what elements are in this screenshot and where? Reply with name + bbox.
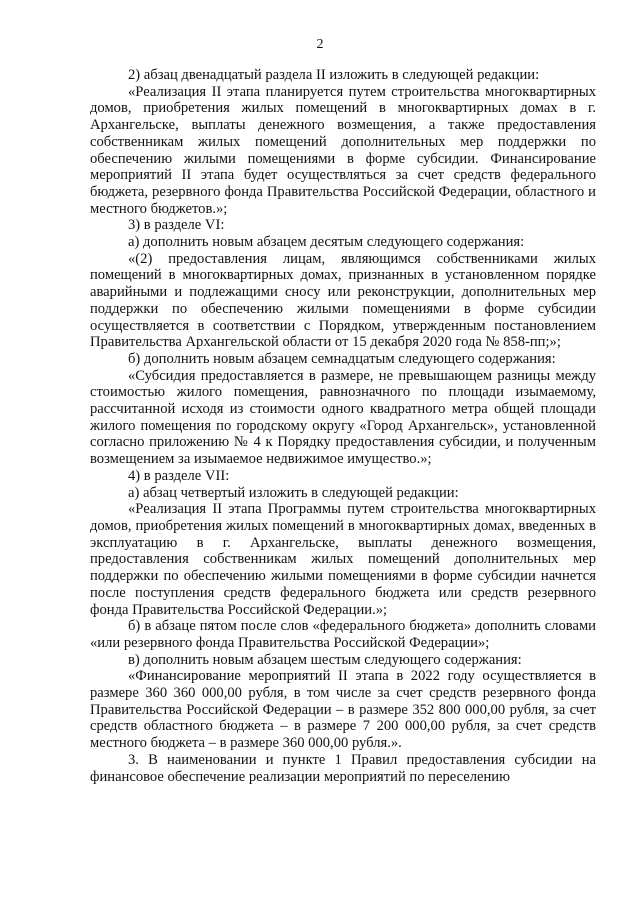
paragraph: в) дополнить новым абзацем шестым следующего содержания: xyxy=(128,651,522,668)
paragraph: 4) в разделе VII: xyxy=(128,467,230,484)
paragraph: «Субсидия предоставляется в размере, не превышающем разницы между стоимостью жилого помещения, равнозначного по площади изымаемому, рассчитанной исходя из стоимости одного квадратного метра общей площади жилого помещения по городскому округу «Город Архангельск», установленной согласно приложению № 4 к Порядку предоставления субсидии, и полученным возмещением за изымаемое недвижимое имущество.»; xyxy=(90,367,596,468)
paragraph: 3) в разделе VI: xyxy=(128,217,225,234)
paragraph: «(2) предоставления лицам, являющимся собственниками жилых помещений в многоквартирных домах, признанных в установленном порядке аварийными и подлежащими сносу или реконструкции, дополнительных мер поддержки по обеспечению жилыми помещениями в форме субсидии осуществляется в соответствии с Порядком, утвержденным постановлением Правительства Архангельской области от 15 декабря 2020 года № 858-пп;»; xyxy=(90,250,596,351)
page-number: 2 xyxy=(316,37,324,52)
paragraph: а) абзац четвертый изложить в следующей редакции: xyxy=(128,484,459,501)
paragraph: б) в абзаце пятом после слов «федерального бюджета» дополнить словами «или резервного фонда Правительства Российской Федерации»; xyxy=(90,618,596,651)
paragraph: «Реализация II этапа Программы путем строительства многоквартирных домов, приобретения жилых помещений в многоквартирных домах, введенных в эксплуатацию в г. Архангельске, выплаты денежного возмещения, предоставления собственникам жилых помещений дополнительных мер поддержки по обеспечению жилыми помещениями в форме субсидии начнется после поступления средств федерального бюджета или средств резервного фонда Правительства Российской Федерации.»; xyxy=(90,501,596,618)
paragraph: «Реализация II этапа планируется путем строительства многоквартирных домов, приобретения жилых помещений в многоквартирных домах в г. Архангельске, выплаты денежного возмещения, а также предоставления собственникам жилых помещений дополнительных мер поддержки по обеспечению жилыми помещениями в форме субсидии. Финансирование мероприятий II этапа будет осуществляться за счет средств федерального бюджета, резервного фонда Правительства Российской Федерации, областного и местного бюджетов.»; xyxy=(90,83,596,217)
paragraph: «Финансирование мероприятий II этапа в 2022 году осуществляется в размере 360 360 000,00 рубля, в том числе за счет средств резервного фонда Правительства Российской Федерации – в размере 352 800 000,00 рубля, за счет средств областного бюджета – в размере 7 200 000,00 рубля, за счет средств местного бюджета – в размере 360 000,00 рубля.». xyxy=(90,668,596,752)
paragraph: а) дополнить новым абзацем десятым следующего содержания: xyxy=(128,234,525,251)
paragraph: б) дополнить новым абзацем семнадцатым следующего содержания: xyxy=(128,350,556,367)
paragraph: 2) абзац двенадцатый раздела II изложить в следующей редакции: xyxy=(128,67,540,83)
paragraph: 3. В наименовании и пункте 1 Правил предоставления субсидии на финансовое обеспечение реализации мероприятий по переселению xyxy=(90,751,596,785)
document-body xyxy=(90,67,596,785)
